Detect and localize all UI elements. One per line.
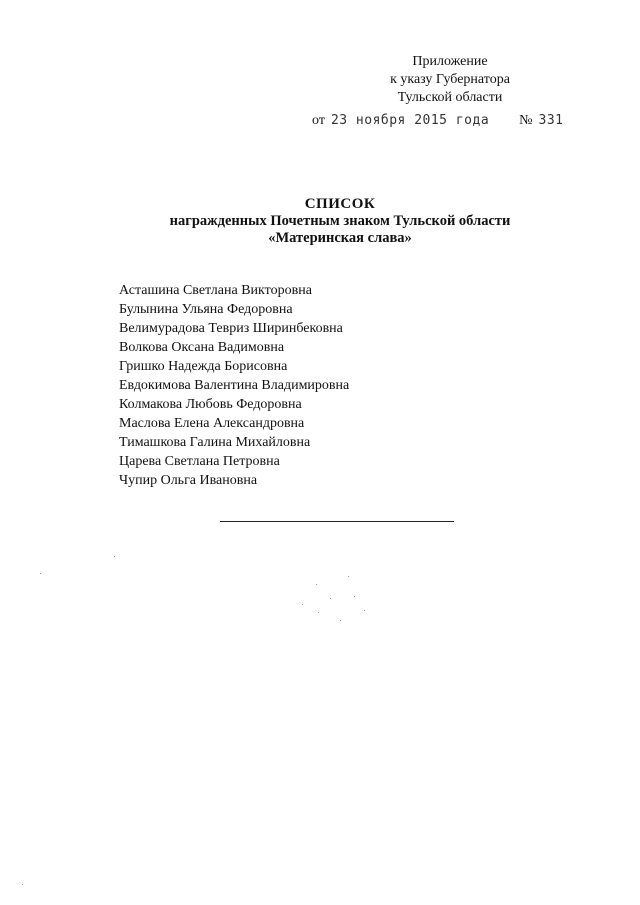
- title-award-name: «Материнская слава»: [268, 230, 412, 246]
- list-item: Асташина Светлана Викторовна: [119, 283, 312, 298]
- decree-prefix: от: [312, 113, 325, 128]
- list-item: Чупир Ольга Ивановна: [119, 473, 258, 488]
- decree-date: 23 ноября 2015 года: [330, 113, 490, 128]
- list-item: Гришко Надежда Борисовна: [119, 359, 288, 374]
- list-item: Колмакова Любовь Федоровна: [119, 397, 302, 412]
- list-item: Булынина Ульяна Федоровна: [119, 302, 293, 317]
- closing-divider: [220, 521, 454, 522]
- appendix-line: Приложение: [412, 54, 488, 69]
- title-subtitle: награжденных Почетным знаком Тульской области: [169, 213, 511, 229]
- list-item: Евдокимова Валентина Владимировна: [119, 378, 350, 393]
- appendix-block: [370, 53, 530, 107]
- list-item: Велимурадова Тевриз Ширинбековна: [119, 321, 343, 336]
- decree-line: [312, 113, 564, 129]
- list-item: Маслова Елена Александровна: [119, 416, 305, 431]
- awardee-list: [119, 281, 349, 490]
- decree-number-label: №: [519, 113, 533, 128]
- list-item: Волкова Оксана Вадимовна: [119, 340, 285, 355]
- list-item: Тимашкова Галина Михайловна: [119, 435, 311, 450]
- decree-number: 331: [538, 113, 564, 128]
- title-main: СПИСОК: [304, 196, 376, 212]
- appendix-line: Тульской области: [397, 90, 503, 105]
- list-item: Царева Светлана Петровна: [119, 454, 280, 469]
- appendix-line: к указу Губернатора: [390, 72, 510, 87]
- document-title: [100, 196, 580, 247]
